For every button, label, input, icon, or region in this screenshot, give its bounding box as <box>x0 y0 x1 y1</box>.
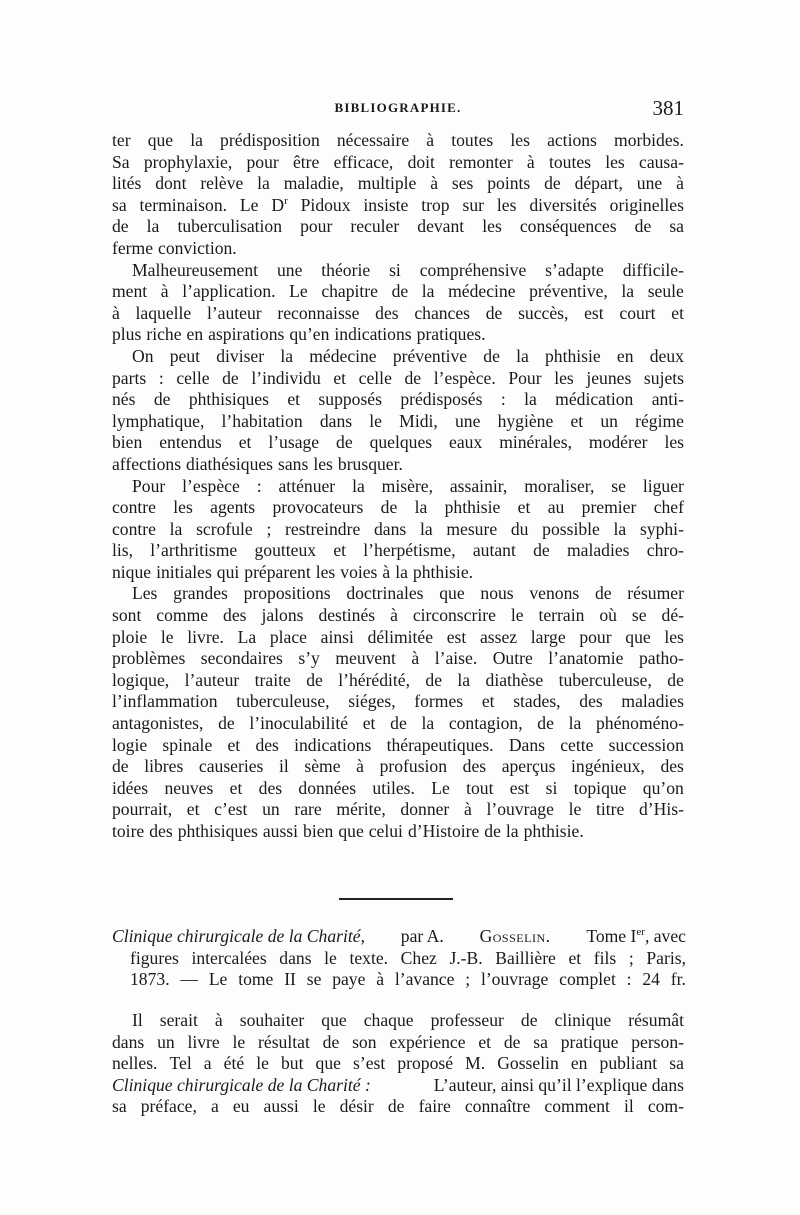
body-line: de la tuberculisation pour reculer devant les conséquences de sa <box>112 216 684 237</box>
para2-line-2: dans un livre le résultat de son expérience et de sa pratique person- <box>112 1031 684 1052</box>
running-title: BIBLIOGRAPHIE. <box>334 100 462 115</box>
body-line: ferme conviction. <box>112 237 237 258</box>
body-line: ploie le livre. La place ainsi délimitée est assez large pour que les <box>112 626 684 647</box>
body-line: sa terminaison. Le $D^r$ Pidoux insiste trop sur les diversités originelles <box>112 194 684 215</box>
body-line: lités dont relève la maladie, multiple à ses points de départ, une à <box>112 173 684 194</box>
body-line: lymphatique, l’habitation dans le Midi, une hygiène et un régime <box>112 410 684 431</box>
biblio-author: Gosselin. <box>479 926 551 946</box>
para2-line-3: nelles. Tel a été le but que s’est proposé M. Gosselin en publiant sa <box>112 1053 684 1074</box>
review-paragraph <box>112 1010 684 1118</box>
body-line: affections diathésiques sans les brusquer. <box>112 453 403 474</box>
body-line: problèmes secondaires s’y meuvent à l’aise. Outre l’anatomie patho- <box>112 648 684 669</box>
body-line: Sa prophylaxie, pour être efficace, doit remonter à toutes les causa- <box>112 151 684 172</box>
body-line: On peut diviser la médecine préventive de la phthisie en deux <box>132 345 684 366</box>
body-line: logique, l’auteur traite de l’hérédité, de la diathèse tuberculeuse, de <box>112 669 684 690</box>
bibliography-entry <box>112 926 686 991</box>
body-line: bien entendus et l’usage de quelques eaux minérales, modérer les <box>112 432 684 453</box>
page-number: 381 <box>652 96 684 120</box>
body-line: lis, l’arthritisme goutteux et l’herpétisme, autant de maladies chro- <box>112 540 684 561</box>
body-line: contre la scrofule ; restreindre dans la mesure du possible la syphi- <box>112 518 684 539</box>
body-line: toire des phthisiques aussi bien que celui d’Histoire de la phthisie. <box>112 821 584 841</box>
biblio-line-1 <box>112 926 686 948</box>
body-line: l’inflammation tuberculeuse, siéges, formes et stades, des maladies <box>112 691 684 712</box>
body-line: ter que la prédisposition nécessaire à toutes les actions morbides. <box>112 130 684 150</box>
body-line: logie spinale et des indications thérapeutiques. Dans cette succession <box>112 734 684 755</box>
biblio-book-title: Clinique chirurgicale de la Charité, <box>112 926 365 946</box>
body-line: idées neuves et des données utiles. Le tout est si topique qu’on <box>112 777 684 798</box>
body-line: Les grandes propositions doctrinales que nous venons de résumer <box>132 583 684 604</box>
body-line: Malheureusement une théorie si compréhensive s’adapte difficile- <box>132 259 684 280</box>
body-line: sont comme des jalons destinés à circonscrire le terrain où se dé- <box>112 605 684 626</box>
para2-book-title: Clinique chirurgicale de la Charité : <box>112 1074 371 1095</box>
body-line: ment à l’application. Le chapitre de la médecine préventive, la seule <box>112 281 684 302</box>
biblio-tome: Tome Ier, avec <box>586 926 686 946</box>
main-text <box>112 130 684 843</box>
para2-line-1: Il serait à souhaiter que chaque professeur de clinique résumât <box>132 1010 684 1030</box>
para2-line-4 <box>112 1075 684 1097</box>
body-line: pourrait, et c’est un rare mérite, donner à l’ouvrage le titre d’His- <box>112 799 684 820</box>
body-line: à laquelle l’auteur reconnaisse des chances de succès, est court et <box>112 302 684 323</box>
body-line: nique initiales qui préparent les voies à la phthisie. <box>112 561 474 582</box>
para2-line-4-rest: L’auteur, ainsi qu’il l’explique dans <box>433 1074 684 1095</box>
body-line: plus riche en aspirations qu’en indications pratiques. <box>112 324 486 345</box>
body-line: nés de phthisiques et supposés prédisposés : la médication anti- <box>112 389 684 410</box>
biblio-par: par A. <box>400 926 444 946</box>
body-line: parts : celle de l’individu et celle de l’espèce. Pour les jeunes sujets <box>112 367 684 388</box>
para2-line-5: sa préface, a eu aussi le désir de faire connaître comment il com- <box>112 1096 684 1117</box>
biblio-line-2: figures intercalées dans le texte. Chez J.-B. Baillière et fils ; Paris, <box>130 947 686 968</box>
body-line: contre les agents provocateurs de la phthisie et au premier chef <box>112 497 684 518</box>
body-line: Pour l’espèce : atténuer la misère, assainir, moraliser, se liguer <box>132 475 684 496</box>
section-separator-rule <box>339 898 453 900</box>
body-line: antagonistes, de l’inoculabilité et de la contagion, de la phénoméno- <box>112 713 684 734</box>
biblio-line-3: 1873. — Le tome II se paye à l’avance ; l’ouvrage complet : 24 fr. <box>130 969 686 990</box>
body-line: de libres causeries il sème à profusion des aperçus ingénieux, des <box>112 756 684 777</box>
running-head <box>112 96 684 122</box>
